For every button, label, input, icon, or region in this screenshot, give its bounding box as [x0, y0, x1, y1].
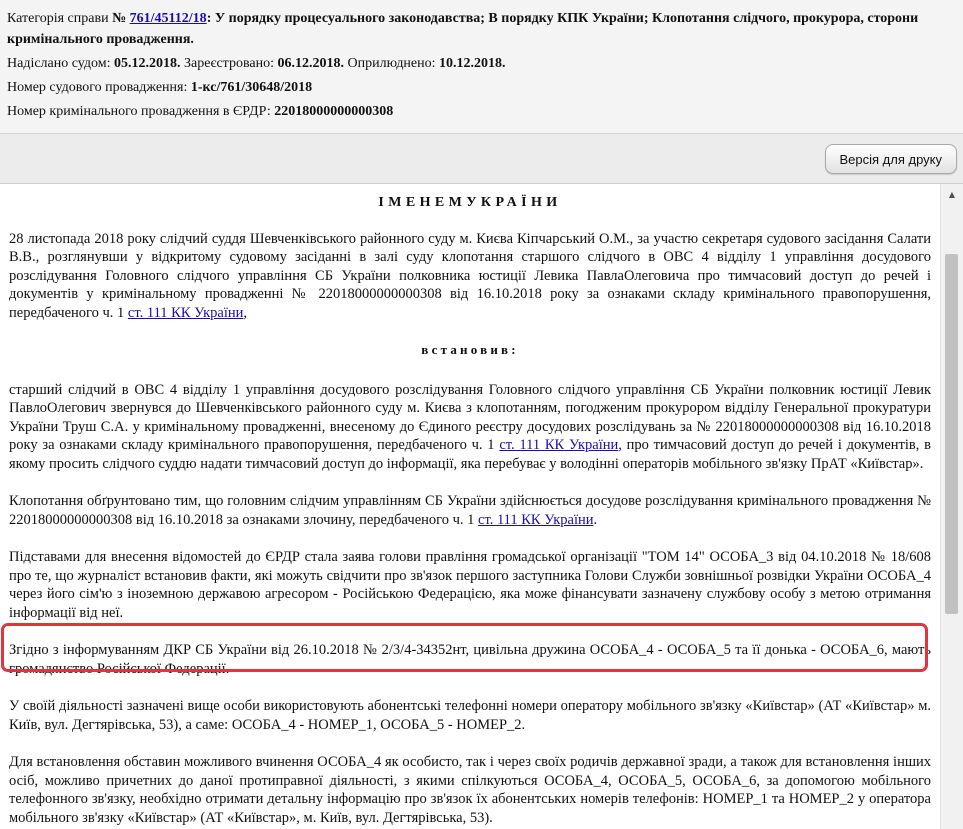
document-body	[0, 184, 940, 829]
published-label: Оприлюднено:	[347, 56, 436, 71]
law-article-link[interactable]: ст. 111 КК України	[499, 437, 619, 453]
case-number-link[interactable]: 761/45112/18	[129, 11, 207, 26]
registered-date: 06.12.2018.	[277, 56, 344, 71]
triangle-up-icon[interactable]: ▲	[948, 189, 956, 199]
category-text: У порядку процесуального законодавства; В порядку КПК України; Клопотання слідчого, прокурора, сторони кримінального провадження.	[7, 11, 919, 47]
paragraph-petition-text: старший слідчий в ОВС 4 відділу 1 управління досудового розслідування Головного слідчого управління СБ України полковник юстиції Левик ПавлоОлегович звернувся до Шевченківського районного суду м. Києва з клопотанням, погодженим прокурором відділу Генеральної прокуратури України Труш С.А. у кримінальному провадженні, внесеному до Єдиного реєстру досудових розслідувань за № 22018000000000308 від 16.10.2018 року за ознаками складу кримінального правопорушення, передбаченого ч. 1	[9, 381, 931, 453]
erdr-label: Номер кримінального провадження в ЄРДР:	[7, 104, 271, 119]
paragraph-petition	[9, 381, 931, 474]
erdr-row	[7, 101, 957, 122]
category-label: Категорія справи	[7, 11, 109, 26]
law-article-link[interactable]: ст. 111 КК України	[478, 511, 594, 528]
paragraph-grounds-text: Клопотання обґрунтовано тим, що головним слідчим управлінням СБ України здійснюється досудове розслідування кримінального провадження № 22018000000000308 від 16.10.2018 за ознаками злочину, передбаченого ч. 1	[9, 493, 931, 528]
case-number-colon: :	[206, 11, 212, 26]
toolbar	[0, 134, 963, 184]
sent-label: Надіслано судом:	[7, 56, 111, 71]
law-article-link[interactable]: ст. 111 КК України	[127, 304, 244, 321]
scrollbar-thumb[interactable]	[945, 254, 958, 614]
paragraph-phones: У своїй діяльності зазначені вище особи використовують абонентські телефонні номери оператору мобільного зв'язку «Київстар» (АТ «Київстар» м. Київ, вул. Дегтярівська, 53), а саме: ОСОБА_4 - НОМЕР_1, ОСОБА_5 - НОМЕР_2.	[9, 698, 931, 733]
dates-row	[7, 53, 957, 74]
paragraph-highlighted: Згідно з інформуванням ДКР СБ України від 26.10.2018 № 2/3/4-34352нт, цивільна дружина ОСОБА_4 - ОСОБА_5 та її донька - ОСОБА_6, мають громадянство Російської Федерації.	[9, 642, 931, 677]
paragraph-grounds-end: .	[593, 511, 598, 528]
paragraph-intro-text: 28 листопада 2018 року слідчий суддя Шевченківського районного суду м. Києва Кіпчарський О.М., за участю секретаря судового засідання Салати В.В., розглянувши у відкритому судовому засіданні в залі суду клопотання старшого слідчого в ОВС 4 відділу 1 управління досудового розслідування Головного слідчого управління СБ України полковника юстиції Левика ПавлаОлеговича про тимчасовий доступ до речей і документів у кримінальному провадженні № 22018000000000308 від 16.10.2018 року за ознаками складу кримінального правопорушення, передбаченого ч. 1	[9, 230, 931, 321]
published-date: 10.12.2018.	[439, 56, 506, 71]
document-title: ІМЕНЕМУКРАЇНИ	[378, 195, 562, 210]
registered-label: Зареєстровано:	[184, 56, 274, 71]
case-number-prefix: №	[112, 11, 127, 26]
vertical-scrollbar[interactable]	[940, 184, 963, 829]
paragraph-grounds	[9, 492, 931, 529]
section-subtitle: встановив:	[421, 342, 519, 357]
paragraph-intro-end: ,	[243, 304, 248, 321]
court-case-label: Номер судового провадження:	[7, 80, 188, 95]
paragraph-petition-end: , про тимчасовий доступ до речей і документів, в якому просить слідчого суддю надати тимчасовий доступ до інформації, яка перебуває у володінні операторів мобільного зв'язку ПрАТ «Київстар».	[9, 437, 931, 472]
case-category-row	[7, 8, 957, 50]
paragraph-basis: Підставами для внесення відомостей до ЄРДР стала заява голови правління громадської організації "ТОМ 14" ОСОБА_3 від 04.10.2018 № 18/608 про те, що журналіст встановив факти, які можуть свідчити про зв'язок першого заступника Голови Служби зовнішньої розвідки України ОСОБА_4 через його сім'ю з іноземною державою агресором - Російською Федерацією, яка може фінансувати зазначену службову особу з метою отримання інформації від неї.	[9, 549, 931, 621]
court-case-row	[7, 77, 957, 98]
case-info-panel	[0, 0, 963, 134]
paragraph-request: Для встановлення обставин можливого вчинення ОСОБА_4 як особисто, так і через своїх родичів державної зради, а також для встановлення інших осіб, можливо причетних до даної протиправної діяльності, з якими спілкуються ОСОБА_4, ОСОБА_5, ОСОБА_6, за допомогою мобільного телефонного зв'язку, необхідно отримати детальну інформацію про зв'язок їх абонентських номерів телефонів: НОМЕР_1 та НОМЕР_2 у оператора мобільного зв'язку «Київстар» (АТ «Київстар», м. Київ, вул. Дегтярівська, 53).	[9, 754, 931, 826]
print-version-button[interactable]: Версія для друку	[825, 144, 958, 174]
paragraph-intro	[9, 230, 931, 323]
erdr-number: 22018000000000308	[274, 104, 394, 119]
court-case-number: 1-кс/761/30648/2018	[190, 80, 313, 95]
sent-date: 05.12.2018.	[114, 56, 181, 71]
